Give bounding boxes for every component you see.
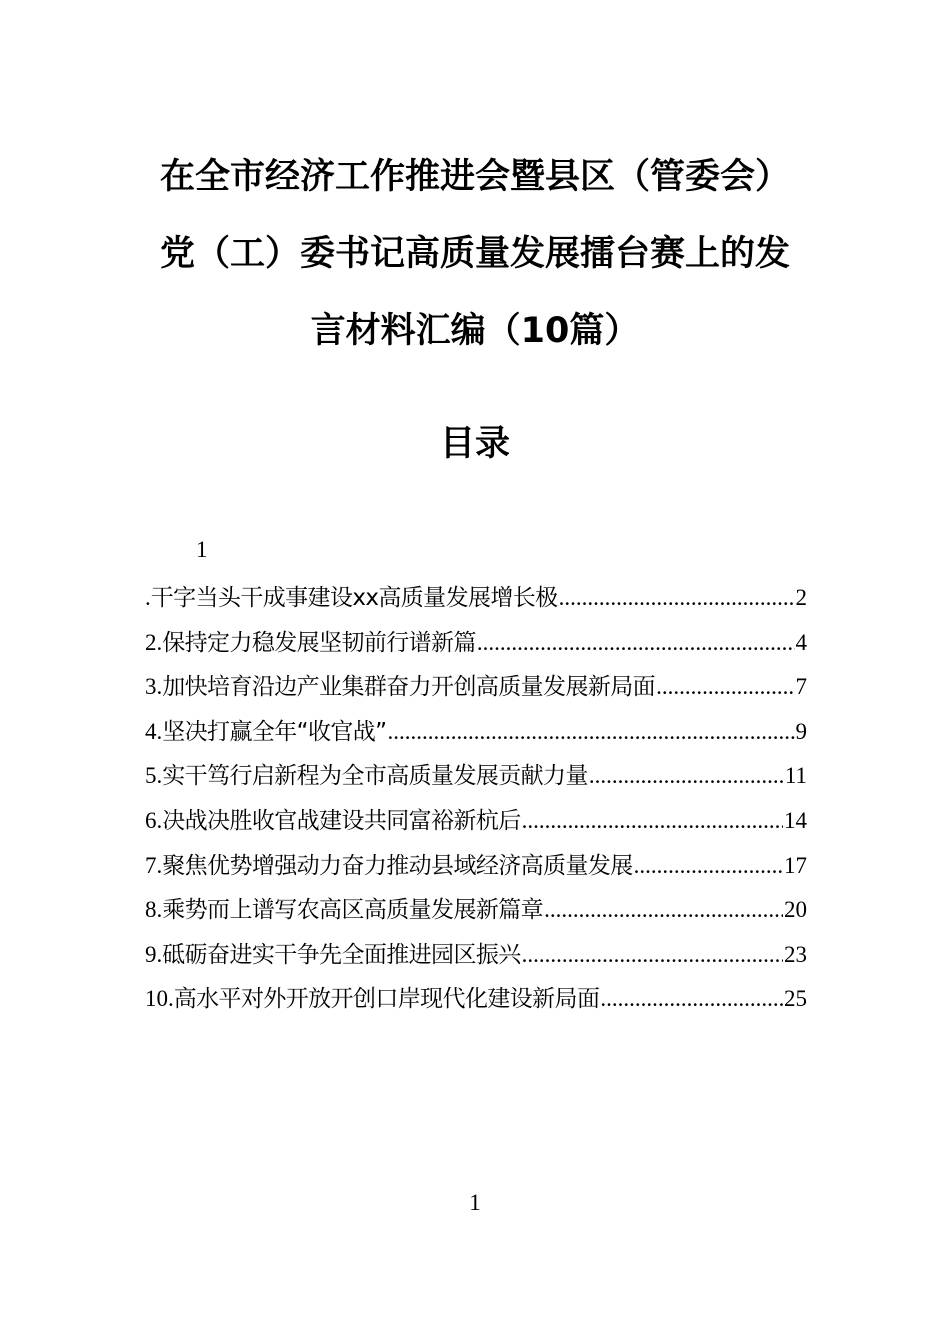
toc-entry-4[interactable] [145, 712, 807, 757]
title-line-3: 言材料汇编（10篇） [310, 311, 640, 351]
toc-entry-9[interactable] [145, 935, 807, 980]
toc-dot-leader [544, 890, 783, 930]
toc-entry-title: 实干笃行启新程为全市高质量发展贡献力量 [162, 763, 588, 790]
toc-entry-title: 坚决打赢全年“收官战” [162, 718, 387, 745]
toc-entry-page: 20 [784, 897, 807, 923]
toc-dot-leader [559, 578, 795, 618]
toc-dot-leader [589, 756, 784, 796]
toc-entry-page: 17 [784, 852, 807, 878]
toc-entry-8[interactable] [145, 890, 807, 935]
toc-entry-number: 3. [145, 674, 163, 700]
toc-entry-page: 4 [795, 629, 807, 655]
toc-entry-page: 25 [784, 986, 807, 1012]
toc-entry-3[interactable] [145, 667, 807, 712]
toc-entry-2[interactable] [145, 623, 807, 668]
toc-dot-leader [656, 667, 794, 707]
toc-entry-6[interactable] [145, 801, 807, 846]
document-title [0, 157, 950, 391]
toc-entry-10[interactable] [145, 979, 807, 1024]
toc-entry-number: 8. [145, 897, 163, 923]
toc-entry-number: 9. [145, 941, 163, 967]
toc-entry-title: 高水平对外开放开创口岸现代化建设新局面 [173, 986, 600, 1013]
toc-dot-leader [522, 801, 783, 841]
toc-entry-7[interactable] [145, 846, 807, 891]
toc-entry-number: 4. [145, 718, 163, 744]
toc-heading: 目录 [439, 424, 510, 464]
toc-dot-leader [522, 935, 783, 975]
page-number: 1 [469, 1190, 481, 1215]
toc-entry-title: 决战决胜收官战建设共同富裕新杭后 [162, 807, 521, 834]
toc-dot-leader [634, 846, 783, 886]
toc-entry-number: 5. [145, 763, 163, 789]
toc-entry-page: 9 [795, 718, 807, 744]
toc-entry-number: 2. [145, 629, 163, 655]
toc-entry-number: 7. [145, 852, 163, 878]
toc-entry-title: 聚焦优势增强动力奋力推动县域经济高质量发展 [162, 852, 633, 879]
toc-entry-title: 保持定力稳发展坚韧前行谱新篇 [162, 629, 476, 656]
toc-entry-number: 6. [145, 807, 163, 833]
table-of-contents [145, 578, 807, 1024]
toc-entry-number: . [145, 585, 151, 610]
toc-dot-leader [600, 979, 783, 1019]
toc-entry-title: 乘势而上谱写农高区高质量发展新篇章 [162, 897, 544, 924]
toc-entry-page: 11 [784, 763, 807, 789]
toc-entry-title: 砥砺奋进实干争先全面推进园区振兴 [162, 941, 521, 968]
title-line-2: 党（工）委书记高质量发展擂台赛上的发 [159, 234, 790, 274]
toc-entry-5[interactable] [145, 756, 807, 801]
toc-entry-page: 23 [784, 941, 807, 967]
title-line-1: 在全市经济工作推进会暨县区（管委会） [159, 157, 790, 197]
toc-entry-1[interactable] [145, 578, 807, 623]
toc-stray-number: 1 [196, 537, 208, 562]
toc-entry-title: 干字当头干成事建设xx高质量发展增长极 [150, 585, 558, 611]
toc-entry-page: 2 [795, 585, 807, 610]
toc-entry-page: 7 [795, 674, 807, 700]
toc-dot-leader [477, 623, 795, 663]
toc-entry-number: 10. [145, 986, 174, 1012]
toc-dot-leader [387, 712, 794, 752]
toc-entry-page: 14 [784, 807, 807, 833]
toc-entry-title: 加快培育沿边产业集群奋力开创高质量发展新局面 [162, 674, 656, 701]
